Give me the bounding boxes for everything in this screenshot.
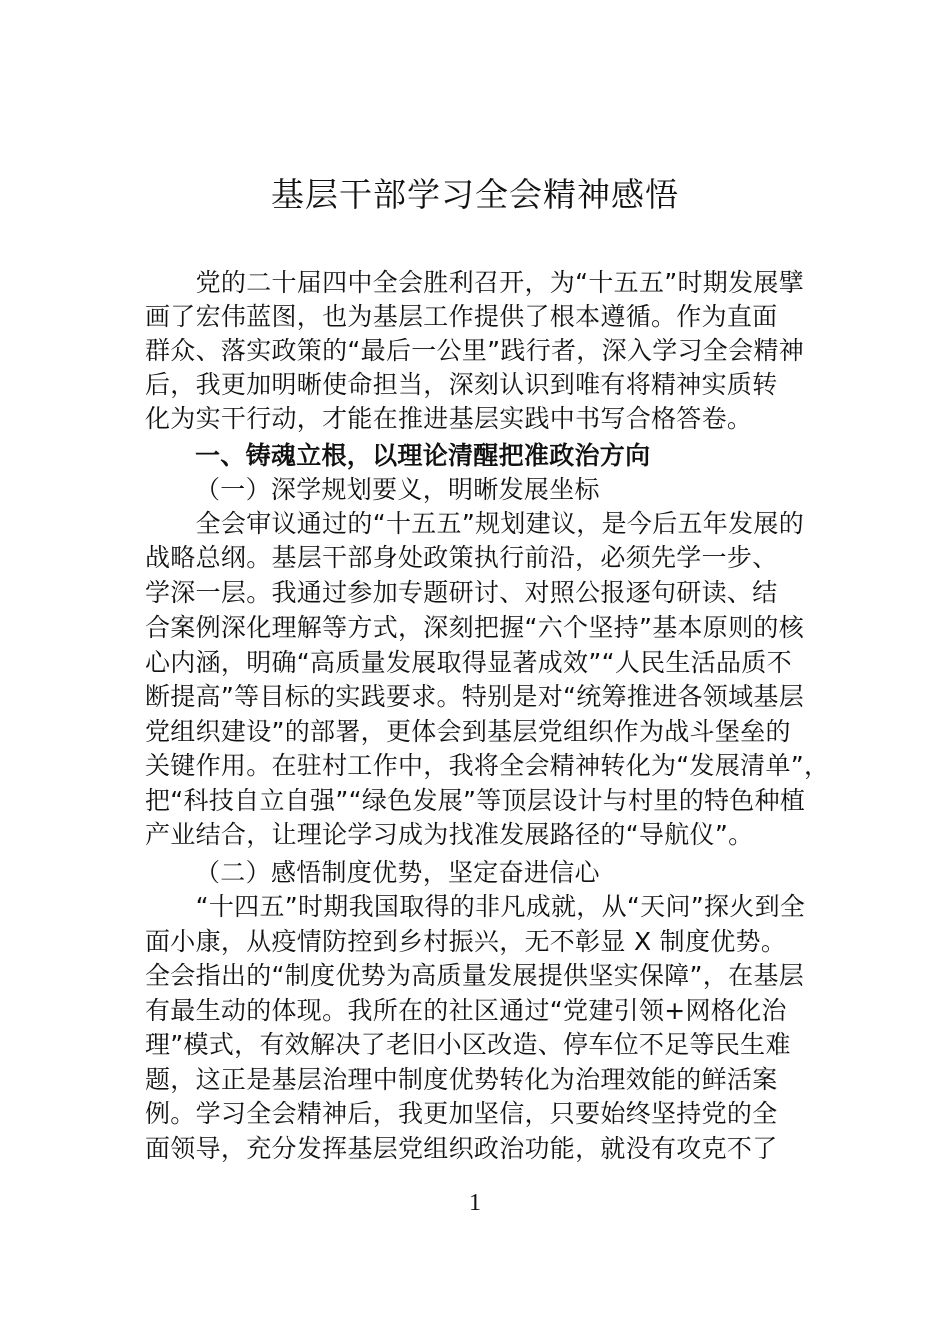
section-heading: 一、铸魂立根，以理论清醒把准政治方向 xyxy=(195,441,651,470)
page-number: 1 xyxy=(469,1190,481,1216)
paragraph-line: 心内涵，明确“高质量发展取得显著成效”“人民生活品质不 xyxy=(145,648,792,677)
document-title: 基层干部学习全会精神感悟 xyxy=(271,175,679,214)
paragraph-line: 面领导，充分发挥基层党组织政治功能，就没有攻克不了 xyxy=(145,1134,778,1163)
paragraph-line: 把“科技自立自强”“绿色发展”等顶层设计与村里的特色种植 xyxy=(145,786,806,815)
paragraph-line: 全会审议通过的“十五五”规划建议，是今后五年发展的 xyxy=(145,509,805,538)
paragraph-line: 党组织建设”的部署，更体会到基层党组织作为战斗堡垒的 xyxy=(145,717,791,746)
paragraph-line: 断提高”等目标的实践要求。特别是对“统筹推进各领域基层 xyxy=(145,682,805,711)
paragraph-line: 全会指出的“制度优势为高质量发展提供坚实保障”，在基层 xyxy=(145,961,805,990)
paragraph-line: 战略总纲。基层干部身处政策执行前沿，必须先学一步、 xyxy=(145,543,778,572)
paragraph-line: 关键作用。在驻村工作中，我将全会精神转化为“发展清单”， xyxy=(145,751,830,780)
paragraph-line: 后，我更加明晰使命担当，深刻认识到唯有将精神实质转 xyxy=(145,370,778,399)
paragraph-line: 学深一层。我通过参加专题研讨、对照公报逐句研读、结 xyxy=(145,578,778,607)
paragraph-line: 例。学习全会精神后，我更加坚信，只要始终坚持党的全 xyxy=(145,1099,778,1128)
paragraph-line: 画了宏伟蓝图，也为基层工作提供了根本遵循。作为直面 xyxy=(145,302,778,331)
paragraph-line: 合案例深化理解等方式，深刻把握“六个坚持”基本原则的核 xyxy=(145,613,805,642)
subsection-heading: （二）感悟制度优势，坚定奋进信心 xyxy=(195,858,600,887)
paragraph-line: 化为实干行动，才能在推进基层实践中书写合格答卷。 xyxy=(145,404,753,433)
paragraph-line: 有最生动的体现。我所在的社区通过“党建引领+网格化治 xyxy=(145,996,787,1025)
paragraph-line: 题，这正是基层治理中制度优势转化为治理效能的鲜活案 xyxy=(145,1065,778,1094)
paragraph-line: 党的二十届四中全会胜利召开，为“十五五”时期发展擘 xyxy=(145,268,805,297)
paragraph-line: 理”模式，有效解决了老旧小区改造、停车位不足等民生难 xyxy=(145,1030,791,1059)
paragraph-line: 面小康，从疫情防控到乡村振兴，无不彰显 X 制度优势。 xyxy=(145,927,787,956)
subsection-heading: （一）深学规划要义，明晰发展坐标 xyxy=(195,475,600,504)
paragraph-line: “十四五”时期我国取得的非凡成就，从“天问”探火到全 xyxy=(145,892,806,921)
paragraph-line: 产业结合，让理论学习成为找准发展路径的“导航仪”。 xyxy=(145,820,754,849)
paragraph-line: 群众、落实政策的“最后一公里”践行者，深入学习全会精神 xyxy=(145,336,805,365)
